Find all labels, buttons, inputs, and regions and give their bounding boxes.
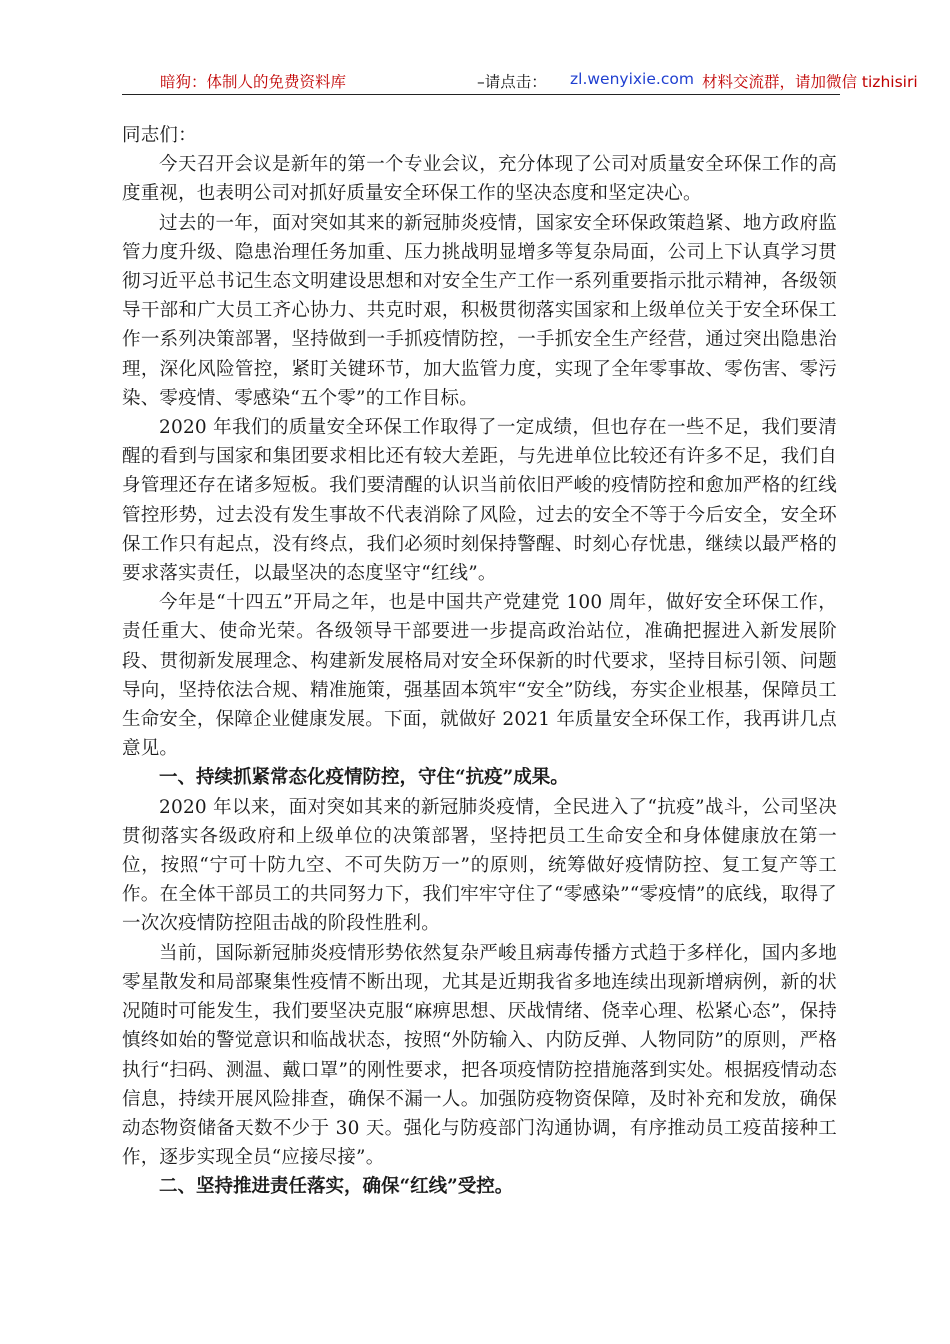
header-link[interactable]: zl.wenyixie.com <box>570 70 694 88</box>
salutation: 同志们： <box>122 125 197 146</box>
document-body <box>122 121 837 1202</box>
paragraph-4: 今年是“十四五”开局之年，也是中国共产党建党 100 周年，做好安全环保工作，责任重大、使命光荣。各级领导干部要进一步提高政治站位，准确把握进入新发展阶段、贯彻新发展理念、构建新发展格局对安全环保新的时代要求，坚持目标引领、问题导向，坚持依法合规、精准施策，强基固本筑牢“安全”防线，夯实企业根基，保障员工生命安全，保障企业健康发展。下面，就做好 2021 年质量安全环保工作，我再讲几点意见。 <box>122 592 837 760</box>
header-cta: –请点击： <box>477 73 547 91</box>
paragraph-1: 今天召开会议是新年的第一个专业会议，充分体现了公司对质量安全环保工作的高度重视，也表明公司对抓好质量安全环保工作的坚决态度和坚定决心。 <box>122 154 837 205</box>
section-1-paragraph-2: 当前，国际新冠肺炎疫情形势依然复杂严峻且病毒传播方式趋于多样化，国内多地零星散发和局部聚集性疫情不断出现，尤其是近期我省多地连续出现新增病例，新的状况随时可能发生，我们要坚决克服“麻痹思想、厌战情绪、侥幸心理、松紧心态”，保持慎终如始的警觉意识和临战状态，按照“外防输入、内防反弹、人物同防”的原则，严格执行“扫码、测温、戴口罩”的刚性要求，把各项疫情防控措施落到实处。根据疫情动态信息，持续开展风险排查，确保不漏一人。加强防疫物资保障，及时补充和发放，确保动态物资储备天数不少于 30 天。强化与防疫部门沟通协调，有序推动员工疫苗接种工作，逐步实现全员“应接尽接”。 <box>122 942 837 1169</box>
paragraph-2: 过去的一年，面对突如其来的新冠肺炎疫情，国家安全环保政策趋紧、地方政府监管力度升级、隐患治理任务加重、压力挑战明显增多等复杂局面，公司上下认真学习贯彻习近平总书记生态文明建设思想和对安全生产工作一系列重要指示批示精神，各级领导干部和广大员工齐心协力、共克时艰，积极贯彻落实国家和上级单位关于安全环保工作一系列决策部署，坚持做到一手抓疫情防控，一手抓安全生产经营，通过突出隐患治理，深化风险管控，紧盯关键环节，加大监管力度，实现了全年零事故、零伤害、零污染、零疫情、零感染“五个零”的工作目标。 <box>122 212 837 409</box>
section-1-heading: 一、持续抓紧常态化疫情防控，守住“抗疫”成果。 <box>159 767 569 789</box>
page-header <box>122 68 918 95</box>
paragraph-3: 2020 年我们的质量安全环保工作取得了一定成绩，但也存在一些不足，我们要清醒的看到与国家和集团要求相比还有较大差距，与先进单位比较还有许多不足，我们自身管理还存在诸多短板。我们要清醒的认识当前依旧严峻的疫情防控和愈加严格的红线管控形势，过去没有发生事故不代表消除了风险，过去的安全不等于今后安全，安全环保工作只有起点，没有终点，我们必须时刻保持警醒、时刻心存忧患，继续以最严格的要求落实责任，以最坚决的态度坚守“红线”。 <box>122 417 837 585</box>
section-2-heading: 二、坚持推进责任落实，确保“红线”受控。 <box>159 1176 514 1198</box>
section-1-paragraph-1: 2020 年以来，面对突如其来的新冠肺炎疫情，全民进入了“抗疫”战斗，公司坚决贯彻落实各级政府和上级单位的决策部署，坚持把员工生命安全和身体健康放在第一位，按照“宁可十防九空、不可失防万一”的原则，统筹做好疫情防控、复工复产等工作。在全体干部员工的共同努力下，我们牢牢守住了“零感染”“零疫情”的底线，取得了一次次疫情防控阻击战的阶段性胜利。 <box>122 796 837 935</box>
header-contact: 材料交流群，请加微信 tizhisiri <box>702 73 918 91</box>
header-brand: 暗狗：体制人的免费资料库 <box>160 73 347 91</box>
